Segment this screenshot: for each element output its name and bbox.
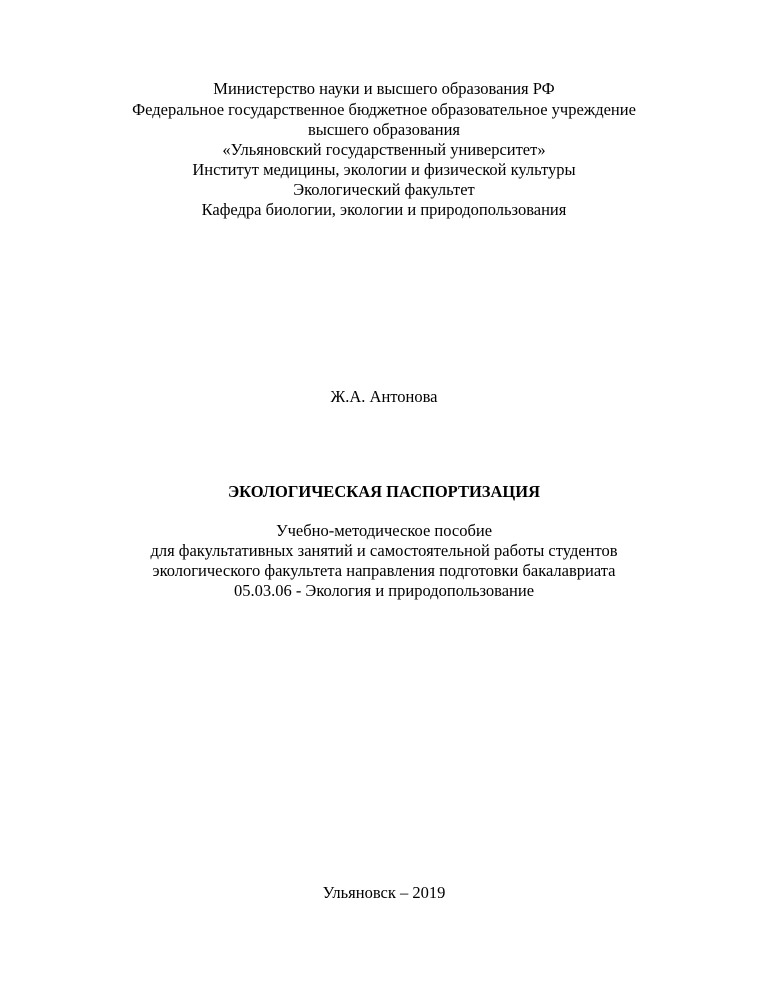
header-university: «Ульяновский государственный университет»: [222, 140, 546, 159]
header-institute: Институт медицины, экологии и физической культуры: [192, 160, 576, 179]
header-department: Кафедра биологии, экологии и природопользования: [201, 200, 567, 219]
author-name: Ж.А. Антонова: [330, 387, 438, 406]
document-title: ЭКОЛОГИЧЕСКАЯ ПАСПОРТИЗАЦИЯ: [227, 482, 540, 501]
header-education-level: высшего образования: [308, 120, 460, 139]
description-purpose: для факультативных занятий и самостоятельной работы студентов: [150, 541, 618, 560]
header-faculty: Экологический факультет: [293, 180, 475, 199]
description-program: 05.03.06 - Экология и природопользование: [233, 581, 535, 600]
description-type: Учебно-методическое пособие: [275, 521, 493, 540]
header-institution-type: Федеральное государственное бюджетное образовательное учреждение: [132, 100, 636, 119]
description-audience: экологического факультета направления подготовки бакалавриата: [152, 561, 616, 580]
footer-city-year: Ульяновск – 2019: [322, 883, 446, 902]
header-ministry: Министерство науки и высшего образования РФ: [213, 79, 555, 98]
